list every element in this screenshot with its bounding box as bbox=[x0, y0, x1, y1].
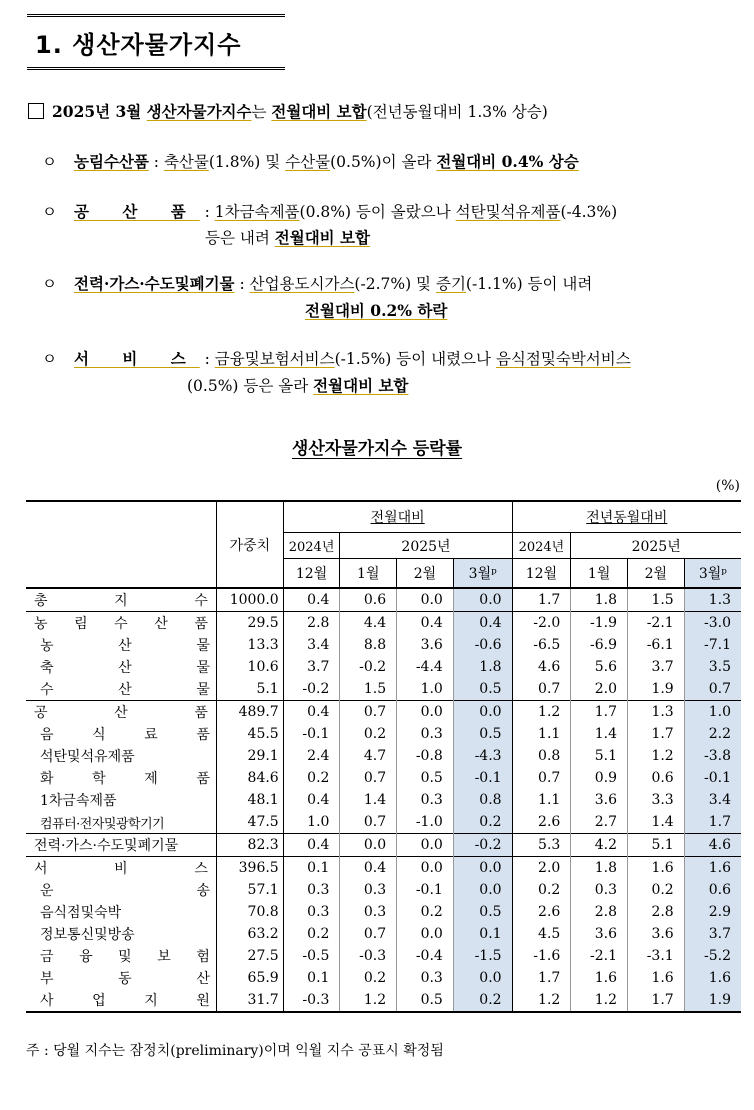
table-row bbox=[26, 834, 741, 857]
bullet-marker: ㅇ bbox=[42, 203, 57, 221]
row-value: 4.5 bbox=[512, 923, 571, 945]
bullet-marker: ㅇ bbox=[42, 350, 57, 368]
checkbox-square-icon bbox=[28, 103, 44, 119]
row-value: -2.1 bbox=[628, 612, 685, 635]
row-value: 3.7 bbox=[283, 656, 340, 678]
bullet-agri-label: 농림수산품 bbox=[74, 152, 149, 171]
row-value: 0.3 bbox=[397, 967, 454, 989]
row-name: 음식점및숙박 bbox=[40, 905, 122, 921]
row-value: 1.3 bbox=[684, 588, 741, 612]
row-value: 0.0 bbox=[453, 967, 512, 989]
row-value: 0.7 bbox=[340, 811, 397, 834]
row-weight: 396.5 bbox=[216, 857, 283, 880]
row-value: 2.8 bbox=[283, 612, 340, 635]
row-weight: 65.9 bbox=[216, 967, 283, 989]
row-value: 0.3 bbox=[340, 879, 397, 901]
row-value: 0.7 bbox=[684, 678, 741, 701]
table-row bbox=[26, 967, 741, 989]
row-value: -1.6 bbox=[512, 945, 571, 967]
row-value: 3.7 bbox=[684, 923, 741, 945]
row-value: 0.0 bbox=[453, 857, 512, 880]
table-row bbox=[26, 745, 741, 767]
table-row bbox=[26, 989, 741, 1012]
row-value: 4.2 bbox=[571, 834, 628, 857]
header-month: 3월ᵖ bbox=[453, 559, 512, 589]
bullet-agri bbox=[42, 150, 579, 172]
row-value: -0.1 bbox=[453, 767, 512, 789]
row-value: 0.5 bbox=[397, 989, 454, 1012]
row-value: 0.0 bbox=[453, 879, 512, 901]
row-value: 0.0 bbox=[453, 701, 512, 724]
row-weight: 63.2 bbox=[216, 923, 283, 945]
separator: : bbox=[148, 153, 164, 171]
row-value: 1.0 bbox=[283, 811, 340, 834]
table-row bbox=[26, 678, 741, 701]
row-weight: 1000.0 bbox=[216, 588, 283, 612]
row-value: 0.1 bbox=[283, 857, 340, 880]
row-value: 1.6 bbox=[571, 967, 628, 989]
bullet-svc-item-b: 음식점및숙박서비스 bbox=[495, 350, 631, 368]
row-name: 부 동 산 bbox=[40, 971, 210, 987]
table-row bbox=[26, 923, 741, 945]
header-yoy bbox=[512, 501, 741, 533]
row-value: 1.8 bbox=[571, 588, 628, 612]
row-name: 수 산 물 bbox=[40, 682, 210, 698]
row-value: 0.2 bbox=[512, 879, 571, 901]
row-value: 0.0 bbox=[397, 701, 454, 724]
header-month: 2월 bbox=[628, 559, 685, 589]
bullet-ind-line2 bbox=[205, 226, 370, 248]
row-value: 2.0 bbox=[571, 678, 628, 701]
bullet-power-label: 전력·가스·수도및폐기물 bbox=[74, 274, 235, 293]
row-weight: 70.8 bbox=[216, 901, 283, 923]
intro-particle: 는 bbox=[251, 103, 272, 121]
row-value: 0.4 bbox=[283, 834, 340, 857]
row-value: -2.0 bbox=[512, 612, 571, 635]
section-title: 1. 생산자물가지수 bbox=[35, 31, 242, 59]
row-value: 0.3 bbox=[397, 789, 454, 811]
bullet-ind-b-value: (-4.3%) bbox=[560, 203, 618, 221]
row-value: 2.0 bbox=[512, 857, 571, 880]
row-name: 음 식 료 품 bbox=[40, 727, 210, 743]
row-name: 서 비 스 bbox=[26, 857, 216, 880]
row-value: 1.7 bbox=[628, 989, 685, 1012]
row-value: 0.2 bbox=[397, 901, 454, 923]
row-value: 0.2 bbox=[453, 811, 512, 834]
row-value: 5.3 bbox=[512, 834, 571, 857]
intro-date: 2025년 3월 bbox=[52, 102, 147, 121]
row-weight: 5.1 bbox=[216, 678, 283, 701]
separator: : bbox=[199, 203, 215, 221]
row-value: 3.6 bbox=[628, 923, 685, 945]
row-value: -0.4 bbox=[397, 945, 454, 967]
row-value: 1.4 bbox=[571, 723, 628, 745]
row-value: 0.5 bbox=[453, 901, 512, 923]
row-value: 1.4 bbox=[628, 811, 685, 834]
row-value: 0.8 bbox=[512, 745, 571, 767]
row-weight: 489.7 bbox=[216, 701, 283, 724]
row-value: 0.1 bbox=[283, 967, 340, 989]
row-weight: 10.6 bbox=[216, 656, 283, 678]
row-value: -2.1 bbox=[571, 945, 628, 967]
row-value: 0.5 bbox=[453, 723, 512, 745]
row-name: 화 학 제 품 bbox=[40, 771, 210, 787]
row-value: 0.0 bbox=[340, 834, 397, 857]
row-value: 3.4 bbox=[684, 789, 741, 811]
row-value: -0.1 bbox=[397, 879, 454, 901]
header-month: 3월ᵖ bbox=[684, 559, 741, 589]
row-value: 0.3 bbox=[340, 901, 397, 923]
bullet-ind-a-value: (0.8%) 등이 올랐으나 bbox=[299, 203, 456, 221]
row-value: 0.3 bbox=[283, 901, 340, 923]
table-row bbox=[26, 634, 741, 656]
row-value: 1.5 bbox=[628, 588, 685, 612]
table-row bbox=[26, 789, 741, 811]
row-value: 1.9 bbox=[628, 678, 685, 701]
row-weight: 82.3 bbox=[216, 834, 283, 857]
bullet-ind-line2-text: 등은 내려 bbox=[205, 229, 275, 247]
row-value: 0.6 bbox=[628, 767, 685, 789]
table-row bbox=[26, 811, 741, 834]
row-value: 0.4 bbox=[283, 588, 340, 612]
row-value: -6.5 bbox=[512, 634, 571, 656]
header-year-2025-yoy: 2025년 bbox=[571, 533, 741, 559]
intro-yoy: (전년동월대비 1.3% 상승) bbox=[366, 103, 548, 121]
row-name: 정보통신및방송 bbox=[40, 927, 135, 943]
row-value: 2.6 bbox=[512, 811, 571, 834]
row-value: 5.6 bbox=[571, 656, 628, 678]
separator: : bbox=[199, 350, 215, 368]
row-value: 0.7 bbox=[340, 767, 397, 789]
bullet-marker: ㅇ bbox=[42, 153, 57, 171]
row-value: 0.0 bbox=[397, 834, 454, 857]
bullet-ind-item-a: 1차금속제품 bbox=[214, 203, 300, 221]
row-value: 0.9 bbox=[571, 767, 628, 789]
row-name: 운 송 bbox=[40, 883, 210, 899]
row-value: 1.6 bbox=[628, 857, 685, 880]
row-value: 2.8 bbox=[571, 901, 628, 923]
row-weight: 45.5 bbox=[216, 723, 283, 745]
row-value: 1.5 bbox=[340, 678, 397, 701]
row-value: -6.1 bbox=[628, 634, 685, 656]
table-row bbox=[26, 588, 741, 612]
row-name: 사 업 지 원 bbox=[26, 989, 216, 1012]
bullet-agri-item-a: 축산물 bbox=[163, 153, 209, 171]
row-value: 3.4 bbox=[283, 634, 340, 656]
row-value: 3.5 bbox=[684, 656, 741, 678]
row-name: 금 융 및 보 험 bbox=[40, 949, 210, 965]
bullet-power-item-a: 산업용도시가스 bbox=[249, 275, 355, 293]
row-weight: 29.1 bbox=[216, 745, 283, 767]
bullet-agri-result: 전월대비 0.4% 상승 bbox=[436, 152, 579, 171]
row-value: 5.1 bbox=[628, 834, 685, 857]
intro-paragraph bbox=[28, 100, 548, 122]
bullet-ind bbox=[42, 200, 617, 222]
row-value: 3.3 bbox=[628, 789, 685, 811]
bullet-agri-a-value: (1.8%) 및 bbox=[208, 153, 286, 171]
header-month: 1월 bbox=[340, 559, 397, 589]
header-year-2025-mom: 2025년 bbox=[340, 533, 512, 559]
bullet-ind-result: 전월대비 보합 bbox=[274, 228, 370, 247]
table-title: 생산자물가지수 등락률 bbox=[291, 439, 463, 459]
row-weight: 31.7 bbox=[216, 989, 283, 1012]
row-value: 1.6 bbox=[684, 857, 741, 880]
row-value: 0.0 bbox=[397, 923, 454, 945]
row-value: -0.3 bbox=[340, 945, 397, 967]
row-value: 0.2 bbox=[453, 989, 512, 1012]
row-value: 0.0 bbox=[397, 588, 454, 612]
bullet-svc-line2-text: (0.5%) 등은 올라 bbox=[187, 377, 314, 395]
row-value: -3.1 bbox=[628, 945, 685, 967]
bullet-power-item-b: 증기 bbox=[435, 275, 466, 293]
row-value: -3.0 bbox=[684, 612, 741, 635]
row-weight: 57.1 bbox=[216, 879, 283, 901]
row-value: 0.3 bbox=[283, 879, 340, 901]
row-name: 축 산 물 bbox=[40, 660, 210, 676]
bullet-marker: ㅇ bbox=[42, 275, 57, 293]
table-row bbox=[26, 723, 741, 745]
row-value: 0.4 bbox=[397, 612, 454, 635]
row-value: -6.9 bbox=[571, 634, 628, 656]
row-value: 1.8 bbox=[453, 656, 512, 678]
row-value: 1.6 bbox=[684, 967, 741, 989]
row-value: 0.0 bbox=[453, 588, 512, 612]
ppi-table bbox=[26, 500, 741, 1013]
row-value: 1.7 bbox=[512, 967, 571, 989]
row-name: 공 산 품 bbox=[26, 701, 216, 724]
row-value: 5.1 bbox=[571, 745, 628, 767]
header-mom-label: 전월대비 bbox=[370, 510, 425, 526]
row-value: -0.1 bbox=[283, 723, 340, 745]
row-name: 농 림 수 산 품 bbox=[26, 612, 216, 635]
bullet-svc-item-a: 금융및보험서비스 bbox=[214, 350, 335, 368]
bullet-ind-item-b: 석탄및석유제품 bbox=[455, 203, 561, 221]
row-value: 8.8 bbox=[340, 634, 397, 656]
bullet-svc-label: 서 비 스 bbox=[74, 349, 200, 368]
row-value: 1.2 bbox=[340, 989, 397, 1012]
row-value: 4.6 bbox=[684, 834, 741, 857]
row-value: 0.7 bbox=[512, 767, 571, 789]
bullet-power-a-value: (-2.7%) 및 bbox=[354, 275, 436, 293]
row-weight: 29.5 bbox=[216, 612, 283, 635]
row-value: -0.2 bbox=[340, 656, 397, 678]
header-year-2024-yoy: 2024년 bbox=[512, 533, 571, 559]
bullet-agri-b-value: (0.5%)이 올라 bbox=[330, 153, 437, 171]
row-name: 1차금속제품 bbox=[40, 793, 117, 809]
row-value: -4.4 bbox=[397, 656, 454, 678]
header-mom bbox=[283, 501, 512, 533]
row-value: 1.7 bbox=[571, 701, 628, 724]
row-value: -0.2 bbox=[283, 678, 340, 701]
row-value: 2.9 bbox=[684, 901, 741, 923]
row-value: -0.3 bbox=[283, 989, 340, 1012]
row-value: 0.0 bbox=[397, 857, 454, 880]
table-row bbox=[26, 767, 741, 789]
table-row bbox=[26, 701, 741, 724]
bullet-power-result: 전월대비 0.2% 하락 bbox=[305, 301, 448, 320]
row-value: 0.4 bbox=[283, 789, 340, 811]
row-value: 1.4 bbox=[340, 789, 397, 811]
row-weight: 84.6 bbox=[216, 767, 283, 789]
row-value: 0.7 bbox=[512, 678, 571, 701]
row-value: 1.2 bbox=[628, 745, 685, 767]
table-unit: (%) bbox=[715, 478, 740, 494]
row-weight: 48.1 bbox=[216, 789, 283, 811]
row-value: 4.7 bbox=[340, 745, 397, 767]
row-value: 1.2 bbox=[571, 989, 628, 1012]
bullet-ind-label: 공 산 품 bbox=[74, 202, 200, 221]
row-value: 1.8 bbox=[571, 857, 628, 880]
row-value: 1.2 bbox=[512, 701, 571, 724]
row-value: 0.3 bbox=[571, 879, 628, 901]
bullet-svc-line2 bbox=[187, 374, 408, 396]
row-value: 0.8 bbox=[453, 789, 512, 811]
table-row bbox=[26, 901, 741, 923]
table-row bbox=[26, 612, 741, 635]
row-value: -0.6 bbox=[453, 634, 512, 656]
row-value: -7.1 bbox=[684, 634, 741, 656]
footnote: 주 : 당월 지수는 잠정치(preliminary)이며 익월 지수 공표시 확정됨 bbox=[26, 1043, 444, 1059]
header-month: 12월 bbox=[512, 559, 571, 589]
row-value: 0.2 bbox=[340, 723, 397, 745]
row-value: 2.8 bbox=[628, 901, 685, 923]
row-value: 3.6 bbox=[571, 923, 628, 945]
intro-subject: 생산자물가지수 bbox=[146, 102, 252, 121]
bullet-power-b-value: (-1.1%) 등이 내려 bbox=[465, 275, 593, 293]
row-name: 총 지 수 bbox=[34, 593, 208, 609]
row-value: 0.5 bbox=[397, 767, 454, 789]
row-value: 4.4 bbox=[340, 612, 397, 635]
row-value: 0.2 bbox=[628, 879, 685, 901]
header-month: 12월 bbox=[283, 559, 340, 589]
row-weight: 27.5 bbox=[216, 945, 283, 967]
row-value: 1.2 bbox=[512, 989, 571, 1012]
row-value: 1.1 bbox=[512, 789, 571, 811]
bullet-svc-a-value: (-1.5%) 등이 내렸으나 bbox=[334, 350, 496, 368]
row-name: 컴퓨터·전자및광학기기 bbox=[40, 816, 165, 832]
row-value: 0.4 bbox=[283, 701, 340, 724]
row-value: 1.9 bbox=[684, 989, 741, 1012]
header-year-2024-mom: 2024년 bbox=[283, 533, 340, 559]
row-name: 농 산 물 bbox=[40, 638, 210, 654]
row-value: 1.0 bbox=[397, 678, 454, 701]
row-value: 4.6 bbox=[512, 656, 571, 678]
bullet-power-line2 bbox=[305, 299, 447, 321]
row-value: 1.7 bbox=[512, 588, 571, 612]
row-value: 0.1 bbox=[453, 923, 512, 945]
row-value: -1.5 bbox=[453, 945, 512, 967]
row-value: 2.6 bbox=[512, 901, 571, 923]
row-value: 0.3 bbox=[397, 723, 454, 745]
row-value: -3.8 bbox=[684, 745, 741, 767]
header-month: 1월 bbox=[571, 559, 628, 589]
row-value: 0.7 bbox=[340, 923, 397, 945]
bullet-power bbox=[42, 272, 592, 294]
row-value: 0.2 bbox=[340, 967, 397, 989]
table-row bbox=[26, 857, 741, 880]
row-value: 2.7 bbox=[571, 811, 628, 834]
row-value: 3.7 bbox=[628, 656, 685, 678]
row-value: 0.4 bbox=[340, 857, 397, 880]
row-value: 0.4 bbox=[453, 612, 512, 635]
row-name: 석탄및석유제품 bbox=[40, 749, 135, 765]
row-value: 0.5 bbox=[453, 678, 512, 701]
row-weight: 47.5 bbox=[216, 811, 283, 834]
row-value: -1.9 bbox=[571, 612, 628, 635]
row-name: 전력·가스·수도및폐기물 bbox=[26, 834, 216, 857]
row-value: -4.3 bbox=[453, 745, 512, 767]
row-value: 3.6 bbox=[571, 789, 628, 811]
row-value: -0.5 bbox=[283, 945, 340, 967]
row-value: -5.2 bbox=[684, 945, 741, 967]
row-value: -0.8 bbox=[397, 745, 454, 767]
row-value: -0.1 bbox=[684, 767, 741, 789]
row-value: 1.7 bbox=[628, 723, 685, 745]
row-value: 2.4 bbox=[283, 745, 340, 767]
row-value: 1.0 bbox=[684, 701, 741, 724]
row-value: 2.2 bbox=[684, 723, 741, 745]
row-value: 0.2 bbox=[283, 767, 340, 789]
table-row bbox=[26, 945, 741, 967]
row-weight: 13.3 bbox=[216, 634, 283, 656]
table-row bbox=[26, 656, 741, 678]
row-value: 1.1 bbox=[512, 723, 571, 745]
bullet-svc bbox=[42, 347, 631, 369]
separator: : bbox=[234, 275, 250, 293]
section-title-box bbox=[27, 14, 285, 70]
row-value: 1.3 bbox=[628, 701, 685, 724]
header-yoy-label: 전년동월대비 bbox=[586, 510, 668, 526]
row-value: 0.6 bbox=[340, 588, 397, 612]
bullet-agri-item-b: 수산물 bbox=[285, 153, 331, 171]
row-value: 3.6 bbox=[397, 634, 454, 656]
table-row bbox=[26, 879, 741, 901]
header-category bbox=[26, 501, 216, 588]
row-value: 0.2 bbox=[283, 923, 340, 945]
row-value: -1.0 bbox=[397, 811, 454, 834]
bullet-svc-result: 전월대비 보합 bbox=[313, 376, 409, 395]
row-value: 0.7 bbox=[340, 701, 397, 724]
row-value: 1.6 bbox=[628, 967, 685, 989]
header-weight: 가중치 bbox=[216, 501, 283, 588]
row-value: -0.2 bbox=[453, 834, 512, 857]
row-value: 0.6 bbox=[684, 879, 741, 901]
row-value: 1.7 bbox=[684, 811, 741, 834]
header-month: 2월 bbox=[397, 559, 454, 589]
intro-result: 전월대비 보합 bbox=[271, 102, 367, 121]
